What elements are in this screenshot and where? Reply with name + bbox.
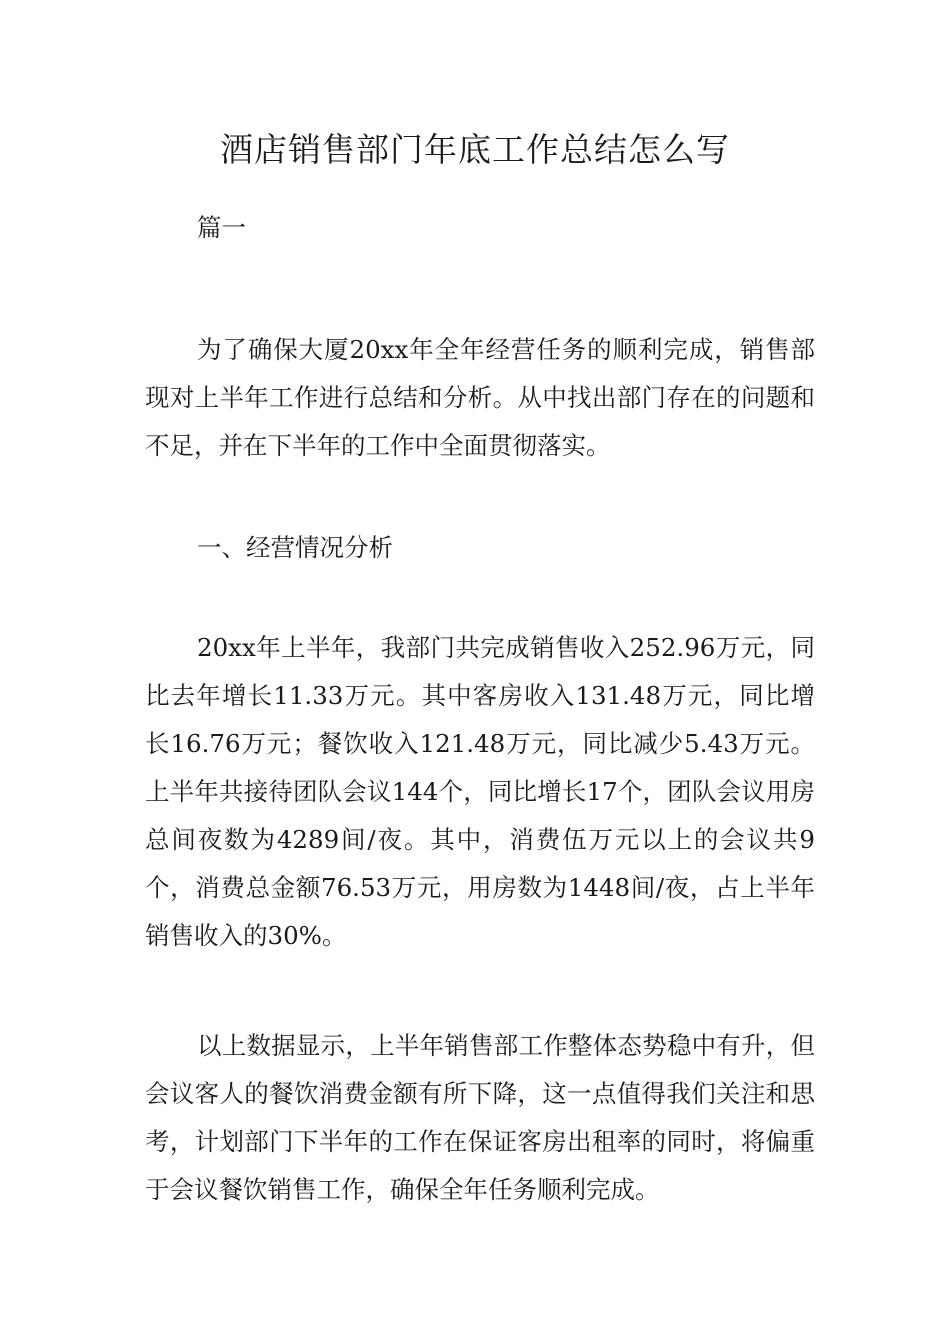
paragraph-sales-data: 20xx年上半年，我部门共完成销售收入252.96万元，同比去年增长11.33万元。其中客房收入131.48万元，同比增长16.76万元；餐饮收入121.48万元，同比减少5.43万元。上半年共接待团队会议144个，同比增长17个，团队会议用房总间夜数为4289间/夜。其中，消费伍万元以上的会议共9个，消费总金额76.53万元，用房数为1448间/夜，占上半年销售收入的30%。: [145, 633, 815, 950]
document-title: 酒店销售部门年底工作总结怎么写: [220, 130, 730, 169]
section-heading-operations: 一、经营情况分析: [197, 533, 393, 562]
paragraph-intro: 为了确保大厦20xx年全年经营任务的顺利完成，销售部现对上半年工作进行总结和分析。从中找出部门存在的问题和不足，并在下半年的工作中全面贯彻落实。: [145, 335, 815, 460]
section-heading-pian: 篇一: [197, 213, 246, 242]
paragraph-analysis: 以上数据显示，上半年销售部工作整体态势稳中有升，但会议客人的餐饮消费金额有所下降，这一点值得我们关注和思考，计划部门下半年的工作在保证客房出租率的同时，将偏重于会议餐饮销售工作，确保全年任务顺利完成。: [145, 1031, 815, 1204]
